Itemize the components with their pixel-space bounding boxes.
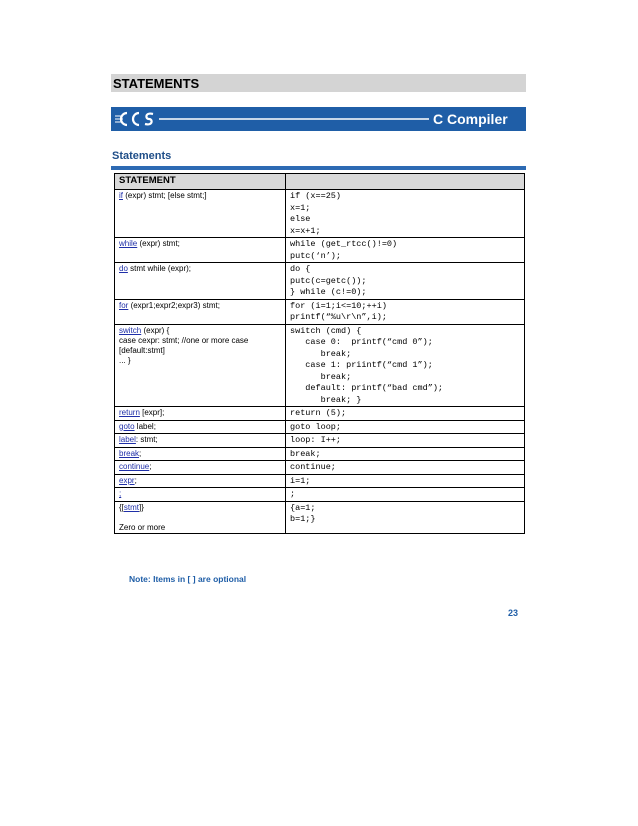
syntax-rest: ]} [139, 502, 144, 512]
table-row [115, 501, 525, 533]
statement-syntax [115, 474, 286, 488]
statement-syntax [115, 190, 286, 238]
table-header-row [115, 174, 525, 190]
syntax-rest: : stmt; [135, 435, 158, 444]
statement-syntax [115, 324, 286, 407]
ccs-logo-icon [111, 107, 526, 131]
keyword-link[interactable]: do [119, 264, 128, 273]
syntax-line: case cexpr: stmt; //one or more case [119, 335, 249, 345]
statement-syntax [115, 488, 286, 502]
code-example: {a=1; b=1;} [286, 501, 525, 533]
product-name: C Compiler [433, 111, 508, 127]
syntax-line: [default:stmt] [119, 345, 165, 355]
syntax-rest: label; [134, 421, 156, 431]
code-example: loop: I++; [286, 434, 525, 448]
table-row [115, 488, 525, 502]
syntax-rest: [expr]; [139, 408, 165, 417]
keyword-link[interactable]: stmt [123, 502, 140, 512]
table-row [115, 324, 525, 407]
code-example: return (5); [286, 407, 525, 421]
page-number: 23 [508, 608, 519, 618]
code-example: do { putc(c=getc()); } while (c!=0); [286, 263, 525, 300]
statement-syntax [115, 299, 286, 324]
keyword-link[interactable]: break [119, 448, 140, 458]
section-title: Statements [112, 150, 172, 162]
syntax-rest: (expr) stmt; [else stmt;] [123, 191, 207, 200]
section-rule [111, 166, 526, 170]
table-row [115, 447, 525, 461]
statement-syntax [115, 434, 286, 448]
syntax-rest: ; [139, 448, 142, 458]
statement-syntax [115, 447, 286, 461]
code-example: continue; [286, 461, 525, 475]
statement-syntax [115, 407, 286, 421]
table-row [115, 420, 525, 434]
syntax-prefix: {[ [119, 502, 124, 512]
syntax-line: ... } [119, 355, 131, 365]
code-example: switch (cmd) { case 0: printf(“cmd 0”); break; case 1: priintf(“cmd 1”); break; default: printf(“bad cmd”); break; } [286, 324, 525, 407]
syntax-rest: ; [134, 475, 137, 485]
code-example: i=1; [286, 474, 525, 488]
keyword-link[interactable]: ; [119, 489, 122, 498]
syntax-rest: stmt while (expr); [127, 264, 192, 273]
optional-note: Note: Items in [ ] are optional [129, 574, 247, 584]
table-row [115, 238, 525, 263]
keyword-link[interactable]: switch [119, 325, 142, 335]
keyword-link[interactable]: while [119, 239, 138, 248]
keyword-link[interactable]: continue [119, 462, 150, 471]
keyword-link[interactable]: for [119, 300, 129, 310]
statement-syntax [115, 420, 286, 434]
statements-table [114, 173, 525, 534]
code-example: if (x==25) x=1; else x=x+1; [286, 190, 525, 238]
syntax-line [119, 513, 281, 523]
table-row [115, 474, 525, 488]
code-example: ; [286, 488, 525, 502]
table-header-statement: STATEMENT [115, 174, 286, 190]
table-row [115, 299, 525, 324]
code-example: for (i=1;i<=10;++i) printf(“%u\r\n”,i); [286, 299, 525, 324]
statement-syntax [115, 263, 286, 300]
statement-syntax [115, 501, 286, 533]
syntax-rest: ; [149, 462, 152, 471]
table-row [115, 407, 525, 421]
keyword-link[interactable]: expr [119, 475, 135, 485]
table-row [115, 263, 525, 300]
syntax-rest: (expr) stmt; [137, 239, 180, 248]
table-row [115, 434, 525, 448]
code-example: while (get_rtcc()!=0) putc(‘n’); [286, 238, 525, 263]
code-example: goto loop; [286, 420, 525, 434]
keyword-link[interactable]: goto [119, 421, 135, 431]
ccs-banner [111, 107, 526, 131]
table-header-example [286, 174, 525, 190]
table-row [115, 461, 525, 475]
keyword-link[interactable]: if [119, 191, 123, 200]
statement-syntax [115, 238, 286, 263]
statement-syntax [115, 461, 286, 475]
code-example: break; [286, 447, 525, 461]
page-title: STATEMENTS [111, 74, 526, 92]
table-row [115, 190, 525, 238]
syntax-rest: (expr1;expr2;expr3) stmt; [128, 300, 220, 310]
syntax-rest: (expr) { [141, 325, 170, 335]
syntax-line: Zero or more [119, 522, 166, 532]
keyword-link[interactable]: label [119, 435, 136, 444]
keyword-link[interactable]: return [119, 408, 140, 417]
